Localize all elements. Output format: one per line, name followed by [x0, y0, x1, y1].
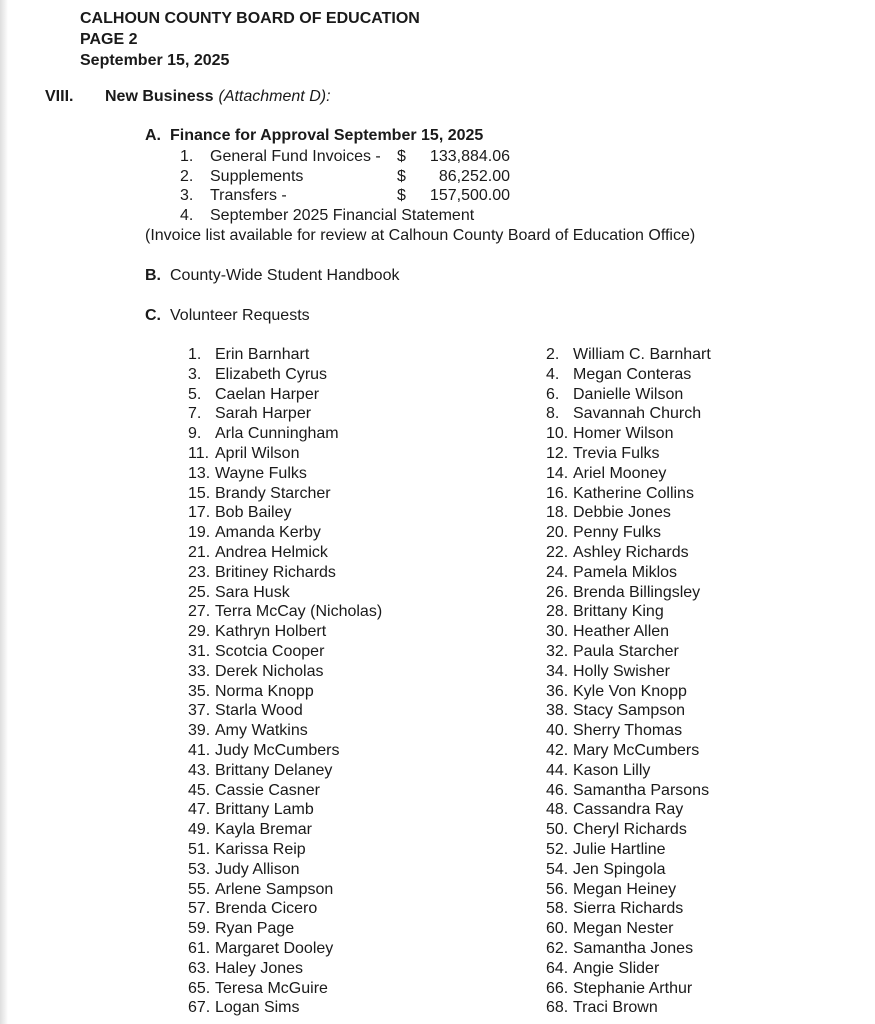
finance-line-amount: 133,884.06: [429, 148, 510, 165]
volunteer-name: Amy Watkins: [215, 722, 308, 740]
volunteer-number: 7.: [188, 405, 202, 423]
volunteer-number: 62.: [546, 939, 569, 957]
volunteer-name: Savannah Church: [573, 405, 702, 423]
volunteer-number: 12.: [546, 444, 569, 462]
finance-line: [180, 167, 510, 187]
volunteer-entry: [188, 919, 546, 939]
volunteer-name: Pamela Miklos: [573, 563, 678, 581]
volunteer-number: 68.: [546, 999, 569, 1017]
volunteer-name: Megan Nester: [573, 920, 674, 938]
volunteer-entry: [546, 800, 711, 820]
volunteer-name: Logan Sims: [215, 999, 300, 1017]
volunteer-number: 58.: [546, 900, 569, 918]
volunteer-name: Penny Fulks: [573, 524, 662, 542]
volunteer-entry: [546, 404, 711, 424]
volunteer-entry: [546, 662, 711, 682]
volunteer-entry: [546, 761, 711, 781]
volunteer-name: Danielle Wilson: [573, 385, 684, 403]
volunteer-number: 66.: [546, 979, 569, 997]
volunteer-entry: [188, 880, 546, 900]
volunteer-entry: [546, 682, 711, 702]
volunteer-number: 49.: [188, 821, 211, 839]
volunteer-number: 32.: [546, 642, 569, 660]
volunteer-name: Sarah Harper: [215, 405, 312, 423]
finance-line-label: Transfers -: [210, 187, 287, 204]
volunteer-name: Traci Brown: [573, 999, 658, 1017]
volunteer-number: 39.: [188, 722, 211, 740]
volunteer-number: 14.: [546, 464, 569, 482]
volunteer-name: Brenda Cicero: [215, 900, 318, 918]
volunteer-entry: [188, 741, 546, 761]
volunteer-name: Brandy Starcher: [215, 484, 331, 502]
volunteer-entry: [546, 543, 711, 563]
volunteer-entry: [188, 424, 546, 444]
volunteer-entry: [546, 840, 711, 860]
header-date: September 15, 2025: [80, 52, 230, 69]
volunteer-name: Starla Wood: [215, 702, 303, 720]
volunteer-name: Wayne Fulks: [215, 464, 307, 482]
finance-title: Finance for Approval September 15, 2025: [170, 127, 484, 144]
volunteer-name: Ryan Page: [215, 920, 295, 938]
finance-line-amount: 86,252.00: [438, 167, 510, 185]
volunteer-name: Arla Cunningham: [215, 425, 339, 443]
volunteer-entry: [546, 741, 711, 761]
finance-heading: [145, 126, 483, 146]
volunteer-number: 47.: [188, 801, 211, 819]
volunteer-name: Arlene Sampson: [215, 880, 334, 898]
volunteer-entry: [546, 464, 711, 484]
volunteer-entry: [546, 899, 711, 919]
volunteer-entry: [546, 444, 711, 464]
volunteer-entry: [188, 345, 546, 365]
volunteer-entry: [188, 503, 546, 523]
volunteer-name: Megan Heiney: [573, 880, 677, 898]
volunteer-number: 2.: [546, 346, 560, 363]
volunteer-entry: [188, 860, 546, 880]
volunteer-entry: [188, 662, 546, 682]
volunteers-title: Volunteer Requests: [170, 307, 310, 324]
volunteer-name: Kayla Bremar: [215, 821, 312, 839]
finance-line-number: 3.: [180, 187, 194, 204]
volunteer-name: Paula Starcher: [573, 642, 679, 660]
volunteer-name: Erin Barnhart: [215, 346, 310, 363]
volunteer-entry: [546, 642, 711, 662]
volunteer-number: 63.: [188, 959, 211, 977]
finance-letter: A.: [145, 127, 161, 144]
volunteer-entry: [188, 444, 546, 464]
volunteer-name: Judy Allison: [215, 860, 300, 878]
scan-edge-shadow: [0, 0, 8, 1024]
volunteer-entry: [188, 682, 546, 702]
volunteer-entry: [188, 959, 546, 979]
volunteer-name: Jen Spingola: [573, 860, 666, 878]
volunteer-number: 1.: [188, 346, 202, 363]
volunteer-name: Stacy Sampson: [573, 702, 686, 720]
volunteer-entry: [188, 404, 546, 424]
volunteer-name: Terra McCay (Nicholas): [215, 603, 383, 621]
section-heading: [45, 88, 331, 106]
volunteer-number: 55.: [188, 880, 211, 898]
volunteer-number: 3.: [188, 365, 202, 383]
volunteer-name: Megan Conteras: [573, 365, 692, 383]
volunteer-entry: [188, 622, 546, 642]
volunteer-number: 21.: [188, 543, 211, 561]
volunteer-name: Teresa McGuire: [215, 979, 328, 997]
volunteer-name: Samantha Jones: [573, 939, 694, 957]
volunteer-number: 24.: [546, 563, 569, 581]
volunteer-number: 52.: [546, 840, 569, 858]
finance-line-number: 4.: [180, 206, 194, 224]
volunteer-entry: [546, 998, 711, 1018]
volunteer-number: 57.: [188, 900, 211, 918]
section-attachment-note: (Attachment D):: [218, 88, 331, 105]
volunteer-name: Andrea Helmick: [215, 543, 328, 561]
volunteer-number: 41.: [188, 741, 211, 759]
volunteer-entry: [546, 365, 711, 385]
finance-line: [180, 147, 510, 167]
finance-line-number: 2.: [180, 167, 194, 185]
volunteer-number: 26.: [546, 583, 569, 601]
volunteer-name: Cheryl Richards: [573, 821, 687, 839]
volunteer-name: Karissa Reip: [215, 840, 306, 858]
volunteer-number: 40.: [546, 722, 569, 740]
volunteer-entry: [188, 602, 546, 622]
volunteer-entry: [188, 464, 546, 484]
volunteer-number: 23.: [188, 563, 211, 581]
volunteer-name: Cassie Casner: [215, 781, 320, 799]
volunteer-number: 60.: [546, 920, 569, 938]
volunteer-number: 33.: [188, 662, 211, 680]
volunteers-heading: [145, 306, 310, 326]
volunteer-number: 48.: [546, 801, 569, 819]
volunteer-name: Kyle Von Knopp: [573, 682, 687, 700]
volunteer-entry: [188, 701, 546, 721]
volunteer-number: 20.: [546, 524, 569, 542]
volunteer-number: 31.: [188, 642, 211, 660]
volunteer-number: 18.: [546, 504, 569, 522]
volunteer-number: 54.: [546, 860, 569, 878]
volunteer-entry: [546, 345, 711, 365]
volunteer-number: 34.: [546, 662, 569, 680]
volunteer-number: 28.: [546, 603, 569, 621]
finance-line: [180, 206, 510, 226]
volunteer-entry: [188, 543, 546, 563]
volunteer-name: Sherry Thomas: [573, 722, 683, 740]
section-title: New Business: [105, 88, 214, 105]
volunteer-name: Homer Wilson: [573, 425, 674, 443]
volunteer-entry: [546, 919, 711, 939]
volunteer-number: 64.: [546, 959, 569, 977]
volunteer-name: Norma Knopp: [215, 682, 314, 700]
volunteer-number: 46.: [546, 781, 569, 799]
volunteer-number: 53.: [188, 860, 211, 878]
volunteer-entry: [546, 880, 711, 900]
volunteer-number: 56.: [546, 880, 569, 898]
volunteer-entry: [188, 523, 546, 543]
volunteer-entry: [546, 939, 711, 959]
finance-line: [180, 186, 510, 206]
volunteer-entry: [188, 365, 546, 385]
volunteer-entry: [546, 701, 711, 721]
volunteer-number: 67.: [188, 999, 211, 1017]
volunteer-entry: [188, 998, 546, 1018]
volunteer-number: 42.: [546, 741, 569, 759]
handbook-heading: [145, 266, 399, 286]
volunteer-entry: [546, 523, 711, 543]
finance-line-label: Supplements: [210, 167, 304, 185]
volunteer-name: Elizabeth Cyrus: [215, 365, 328, 383]
volunteer-number: 59.: [188, 920, 211, 938]
handbook-letter: B.: [145, 267, 161, 284]
volunteer-name: Brittany Delaney: [215, 761, 333, 779]
volunteer-number: 15.: [188, 484, 211, 502]
volunteer-name: Debbie Jones: [573, 504, 671, 522]
volunteer-number: 6.: [546, 385, 560, 403]
header-page-label: PAGE 2: [80, 31, 138, 48]
volunteer-number: 16.: [546, 484, 569, 502]
volunteer-number: 17.: [188, 504, 211, 522]
volunteer-entry: [546, 602, 711, 622]
volunteer-name: Brittany Lamb: [215, 801, 314, 819]
volunteer-number: 10.: [546, 425, 569, 443]
volunteer-name: Judy McCumbers: [215, 741, 340, 759]
volunteer-number: 11.: [188, 444, 210, 462]
volunteer-name: Ashley Richards: [573, 543, 689, 561]
volunteer-number: 43.: [188, 761, 211, 779]
volunteer-entry: [546, 781, 711, 801]
volunteer-number: 27.: [188, 603, 211, 621]
section-numeral: VIII.: [45, 88, 74, 105]
volunteer-number: 35.: [188, 682, 211, 700]
volunteer-number: 36.: [546, 682, 569, 700]
volunteer-entry: [546, 503, 711, 523]
volunteer-entry: [546, 424, 711, 444]
volunteer-name: Cassandra Ray: [573, 801, 684, 819]
volunteer-entry: [188, 840, 546, 860]
volunteer-name: Amanda Kerby: [215, 524, 321, 542]
finance-line-number: 1.: [180, 148, 194, 165]
volunteer-number: 25.: [188, 583, 211, 601]
volunteer-name: April Wilson: [215, 444, 300, 462]
volunteer-name: Samantha Parsons: [573, 781, 710, 799]
volunteer-name: Katherine Collins: [573, 484, 694, 502]
handbook-title: County-Wide Student Handbook: [170, 267, 400, 284]
volunteer-name: Brenda Billingsley: [573, 583, 701, 601]
volunteer-entry: [188, 385, 546, 405]
volunteer-entry: [188, 583, 546, 603]
volunteer-entry: [188, 761, 546, 781]
volunteer-entry: [546, 979, 711, 999]
volunteer-number: 44.: [546, 761, 569, 779]
volunteer-entry: [546, 484, 711, 504]
volunteer-entry: [188, 979, 546, 999]
finance-line-label: September 2025 Financial Statement: [210, 206, 475, 224]
volunteer-number: 50.: [546, 821, 569, 839]
volunteer-name: Scotcia Cooper: [215, 642, 325, 660]
volunteer-number: 37.: [188, 702, 211, 720]
header-title: CALHOUN COUNTY BOARD OF EDUCATION: [80, 10, 420, 27]
volunteer-number: 30.: [546, 623, 569, 641]
volunteer-number: 19.: [188, 524, 211, 542]
volunteer-number: 22.: [546, 543, 569, 561]
volunteer-number: 38.: [546, 702, 569, 720]
volunteer-name: Trevia Fulks: [573, 444, 660, 462]
volunteer-name: Holly Swisher: [573, 662, 670, 680]
volunteer-entry: [188, 484, 546, 504]
volunteer-entry: [188, 563, 546, 583]
finance-items: [180, 147, 510, 225]
volunteer-name: Julie Hartline: [573, 840, 666, 858]
volunteer-column-left: [188, 345, 546, 1018]
volunteer-entry: [188, 820, 546, 840]
volunteer-name: Angie Slider: [573, 959, 660, 977]
volunteer-number: 9.: [188, 425, 202, 443]
volunteer-entry: [546, 563, 711, 583]
volunteer-entry: [188, 721, 546, 741]
volunteer-number: 65.: [188, 979, 211, 997]
volunteer-entry: [188, 939, 546, 959]
volunteer-entry: [546, 385, 711, 405]
volunteer-number: 13.: [188, 464, 211, 482]
volunteer-entry: [188, 781, 546, 801]
volunteer-name: Haley Jones: [215, 959, 304, 977]
volunteer-name: Sierra Richards: [573, 900, 684, 918]
finance-line-amount: 157,500.00: [429, 187, 510, 204]
volunteer-entry: [188, 642, 546, 662]
volunteer-number: 4.: [546, 365, 560, 383]
volunteer-name: Sara Husk: [215, 583, 290, 601]
invoice-note: (Invoice list available for review at Calhoun County Board of Education Office): [145, 227, 696, 244]
finance-line-currency: $: [397, 167, 406, 185]
volunteer-list: [188, 345, 711, 1018]
volunteer-number: 5.: [188, 385, 202, 403]
volunteer-name: Kathryn Holbert: [215, 623, 327, 641]
volunteer-name: Heather Allen: [573, 623, 670, 641]
document-header: [80, 8, 420, 71]
volunteer-entry: [546, 721, 711, 741]
volunteer-name: Kason Lilly: [573, 761, 651, 779]
volunteer-name: Derek Nicholas: [215, 662, 324, 680]
volunteer-entry: [546, 860, 711, 880]
volunteer-entry: [546, 959, 711, 979]
volunteer-entry: [546, 622, 711, 642]
finance-line-currency: $: [397, 187, 406, 204]
volunteer-column-right: [546, 345, 711, 1018]
volunteer-number: 29.: [188, 623, 211, 641]
volunteer-name: Caelan Harper: [215, 385, 320, 403]
volunteer-name: Mary McCumbers: [573, 741, 700, 759]
volunteer-entry: [546, 820, 711, 840]
volunteer-name: William C. Barnhart: [573, 346, 711, 363]
volunteer-name: Bob Bailey: [215, 504, 292, 522]
volunteer-number: 61.: [188, 939, 211, 957]
volunteer-name: Margaret Dooley: [215, 939, 334, 957]
volunteer-number: 51.: [188, 840, 211, 858]
volunteer-number: 8.: [546, 405, 560, 423]
finance-line-label: General Fund Invoices -: [210, 148, 381, 165]
volunteer-name: Britiney Richards: [215, 563, 336, 581]
volunteer-name: Stephanie Arthur: [573, 979, 693, 997]
volunteer-name: Brittany King: [573, 603, 664, 621]
volunteer-entry: [546, 583, 711, 603]
volunteer-entry: [188, 800, 546, 820]
volunteer-name: Ariel Mooney: [573, 464, 667, 482]
volunteer-number: 45.: [188, 781, 211, 799]
finance-line-currency: $: [397, 148, 406, 165]
volunteers-letter: C.: [145, 307, 161, 324]
volunteer-entry: [188, 899, 546, 919]
